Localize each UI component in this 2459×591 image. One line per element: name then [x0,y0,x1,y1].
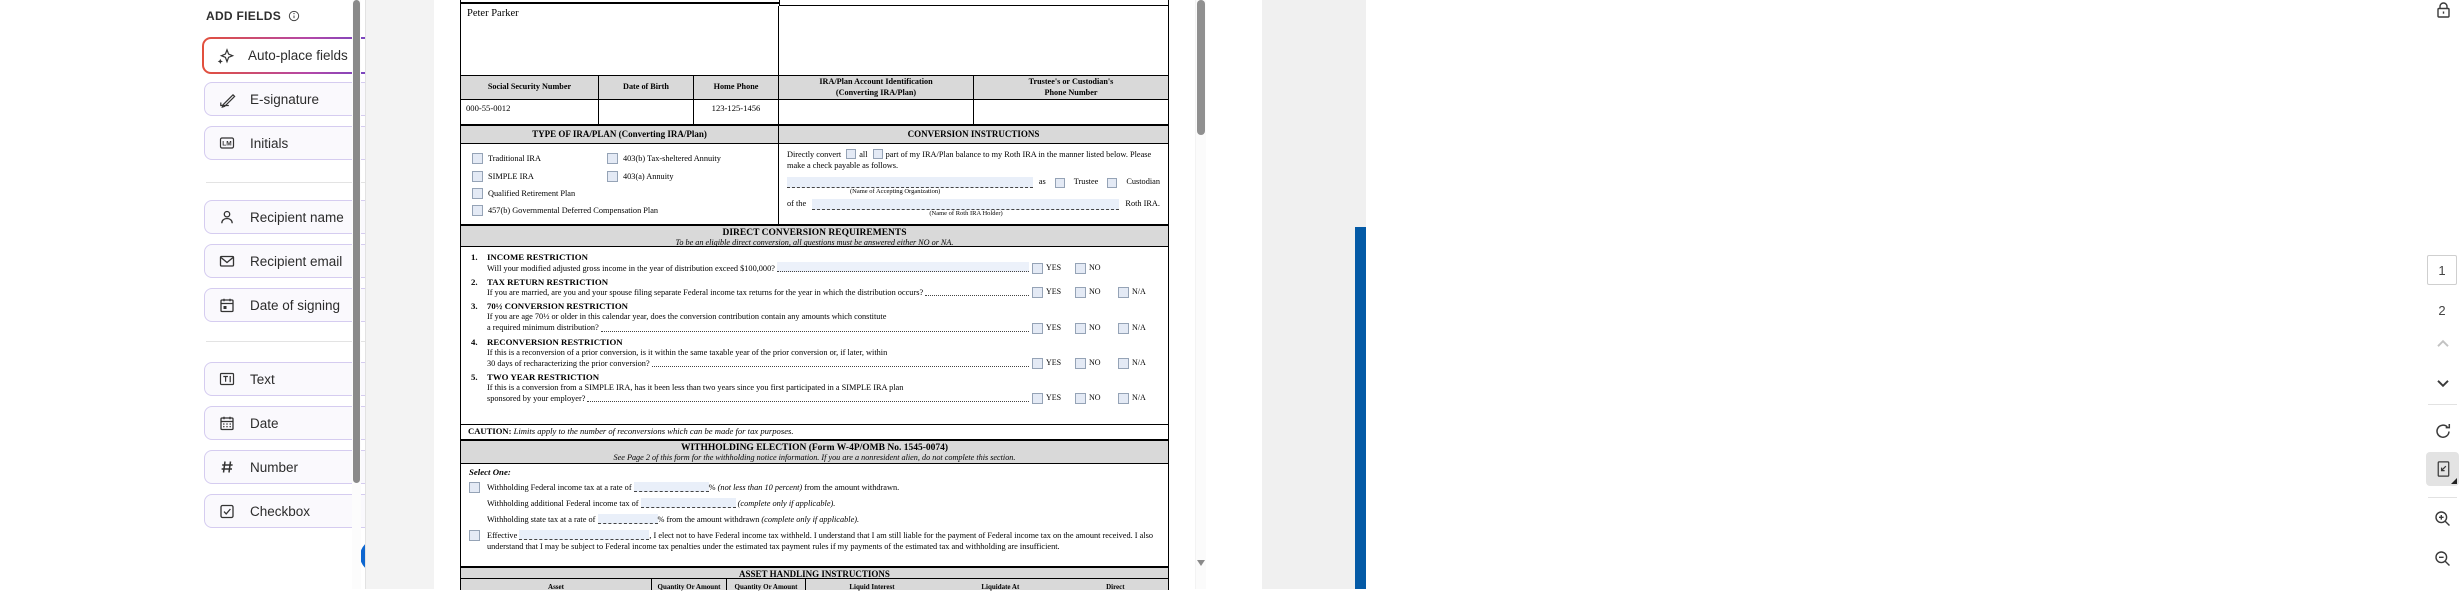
type-conversion-row: Traditional IRA SIMPLE IRA Qualified Retirement Plan 457(b) Governmental Deferred Compensation Plan 403(b) Tax-sheltered Annuity 403(a) Annuity Directly convert all part of my IRA/Plan balance to my Roth IRA in the manner listed below. Please make a check payable as follows. as Trustee Custodian (Name of Accepting Organization) of the Roth IRA. (Name of Roth IRA Holder) [460,144,1169,224]
ssn-value[interactable]: 000-55-0012 [461,100,599,124]
yes-checkbox[interactable] [1032,263,1043,274]
403b-annuity-checkbox[interactable] [607,153,618,164]
effective-date-field[interactable] [519,530,649,540]
date-field-label: Date [250,415,279,431]
conversion-intro: Directly convert all part of my IRA/Plan balance to my Roth IRA in the manner listed below. Please make a check payable as follows. [787,150,1152,170]
page-controls-toolbar [1206,0,2446,589]
calendar-grid-icon [218,414,236,432]
custodian-checkbox[interactable] [1107,178,1117,188]
sidebar-scrollbar-thumb[interactable] [353,0,360,483]
dob-value[interactable] [599,100,694,124]
sidebar-scrollbar[interactable] [352,0,361,589]
chevron-down-icon[interactable] [2433,373,2453,393]
pdf-page[interactable] [434,0,1195,589]
asset-handling-header: ASSET HANDLING INSTRUCTIONS [460,566,1169,579]
state-rate-field[interactable] [598,514,658,524]
federal-rate-field[interactable] [634,482,709,492]
na-checkbox[interactable] [1118,393,1129,404]
roth-holder-caption: (Name of Roth IRA Holder) [929,210,1003,217]
roth-holder-field[interactable] [812,199,1119,210]
divider [2428,497,2457,498]
scroll-down-arrow[interactable] [1197,560,1205,566]
page-thumbnail-1[interactable]: 1 [2427,255,2457,285]
na-checkbox[interactable] [1118,358,1129,369]
person-icon [218,208,236,226]
envelope-icon [218,252,236,270]
initials-label: Initials [250,135,289,151]
requirement-item: 3. 70½ CONVERSION RESTRICTION If you are age 70½ or older in this calendar year, does the conversion contribution contain any amounts which constitute a required minimum distribution? YES NO N/A [471,301,1146,333]
column-header: Social Security Number [487,82,572,92]
direct-conversion-header: DIRECT CONVERSION REQUIREMENTS To be an eligible direct conversion, all questions must be answered either NO or NA. [460,224,1169,247]
yes-checkbox[interactable] [1032,393,1043,404]
calendar-icon [218,296,236,314]
dropdown-corner-icon [2451,478,2457,484]
checkbox-icon [218,502,236,520]
zoom-in-icon[interactable] [2433,509,2453,529]
phone-value[interactable]: 123-125-1456 [694,100,779,124]
qualified-plan-checkbox[interactable] [472,188,483,199]
chevron-up-icon[interactable] [2433,334,2453,354]
hash-icon [218,458,236,476]
add-fields-panel [90,0,352,589]
yes-checkbox[interactable] [1032,358,1043,369]
panel-title: ADD FIELDS [206,9,281,23]
no-checkbox[interactable] [1075,358,1086,369]
e-signature-icon [218,90,236,108]
recipient-name-label: Recipient name [250,209,344,225]
initials-icon [218,134,236,152]
checkbox-field-label: Checkbox [250,503,311,519]
document-scrollbar-thumb[interactable] [1197,0,1205,135]
select-one-label: Select One: [469,467,511,477]
trustee-checkbox[interactable] [1055,178,1065,188]
requirement-item: 5. TWO YEAR RESTRICTION If this is a conversion from a SIMPLE IRA, has it been less than two years since you first participated in a SIMPLE IRA plan sponsored by your employer? YES NO N/A [471,371,1146,404]
requirement-item: 4. RECONVERSION RESTRICTION If this is a reconversion of a prior conversion, is it within the same taxable year of the prior conversion or, if later, within 30 days of recharacterizing the prior conversion? YES NO N/A [471,336,1146,368]
account-id-value[interactable] [779,100,974,124]
457b-plan-checkbox[interactable] [472,205,483,216]
accepting-org-caption: (Name of Accepting Organization) [850,187,941,195]
trustee-phone-value[interactable] [974,100,1168,124]
no-checkbox[interactable] [1075,393,1086,404]
svg-text:LM: LM [222,140,232,148]
panel-header [206,9,301,23]
403a-annuity-checkbox[interactable] [607,171,618,182]
page-thumbnail-2[interactable]: 2 [2438,303,2446,318]
na-checkbox[interactable] [1118,323,1129,334]
roth-holder-line: of the Roth IRA. [787,199,1160,209]
answer-field[interactable] [777,262,1029,272]
convert-part-checkbox[interactable] [873,149,883,159]
federal-withholding-checkbox[interactable] [469,482,480,493]
applicant-name: Peter Parker [467,8,519,19]
simple-ira-checkbox[interactable] [472,171,483,182]
fit-page-button[interactable] [2426,452,2459,486]
column-header: Asset [461,579,652,590]
requirement-item: 1. INCOME RESTRICTION Will your modified adjusted gross income in the year of distribution exceed $100,000? YES NO [471,252,1101,273]
lock-icon[interactable] [2433,0,2453,20]
info-header-row: Social Security Number Date of Birth Home Phone IRA/Plan Account Identification (Converting IRA/Plan) Trustee's or Custodian's Phone Number [460,75,1169,100]
info-icon[interactable] [287,9,301,23]
withholding-option-2: Withholding additional Federal income tax of (complete only if applicable). [487,499,836,509]
rotate-icon[interactable] [2433,421,2453,441]
text-field-label: Text [250,371,275,387]
yes-checkbox[interactable] [1032,287,1043,298]
withholding-option-1: Withholding Federal income tax at a rate of % (not less than 10 percent) from the amount withdrawn. [469,482,1160,494]
no-checkbox[interactable] [1075,263,1086,274]
column-header: Home Phone [713,82,759,92]
withholding-body [460,464,1169,566]
column-header: Quantity Or Amount [727,579,806,590]
na-checkbox[interactable] [1118,287,1129,298]
convert-all-checkbox[interactable] [846,149,856,159]
no-checkbox[interactable] [1075,287,1086,298]
empty-cell [779,6,1168,75]
document-canvas[interactable] [365,0,1196,589]
auto-place-label: Auto-place fields [248,48,348,63]
accepting-org-field[interactable] [787,177,1033,188]
side-panel-edge[interactable] [1355,227,1366,589]
auto-place-icon [216,47,234,65]
withholding-option-3: Withholding state tax at a rate of % from the amount withdrawn (complete only if applicable). [487,514,860,524]
info-values-row [460,100,1169,126]
section-header-row: TYPE OF IRA/PLAN (Converting IRA/Plan) CONVERSION INSTRUCTIONS [460,126,1169,144]
traditional-ira-checkbox[interactable] [472,153,483,164]
fit-page-icon [2433,459,2453,479]
number-field-label: Number [250,459,299,475]
date-of-signing-label: Date of signing [250,297,341,313]
caution-row: CAUTION: Limits apply to the number of reconversions which can be made for tax purposes. [460,424,1169,439]
accepting-org-line: as Trustee Custodian [787,177,1160,188]
document-scrollbar[interactable] [1196,0,1206,589]
requirements-list [460,247,1169,424]
no-checkbox[interactable] [1075,323,1086,334]
divider [2428,404,2457,405]
withholding-option-4: Effective , I elect not to have Federal income tax withheld. I understand that I am still liable for the payment of Federal income tax on the amount received. I also understand that I may be subject to Federal income tax penalties under the estimated tax payment rules if my payments of the estimated tax and withholding are insufficient. [469,530,1160,553]
right-panel-area [1262,0,1366,589]
asset-columns-row: Asset Quantity Or Amount Quantity Or Amount Liquid Interest Liquidate At Direct [460,579,1169,590]
recipient-email-label: Recipient email [250,253,343,269]
no-withholding-checkbox[interactable] [469,530,480,541]
yes-checkbox[interactable] [1032,323,1043,334]
column-header: Date of Birth [623,82,669,92]
e-signature-label: E-signature [250,91,320,107]
column-header: Quantity Or Amount [652,579,727,590]
name-row [460,6,1169,75]
zoom-out-icon[interactable] [2433,549,2453,569]
withholding-header: WITHHOLDING ELECTION (Form W-4P/OMB No. 1545-0074) See Page 2 of this form for the withholding notice information. If you are a nonresident alien, do not complete this section. [460,439,1169,464]
requirement-item: 2. TAX RETURN RESTRICTION If you are married, are you and your spouse filing separate Federal income tax returns for the year in which the distribution occurs? YES NO N/A [471,277,1146,297]
text-icon [218,370,236,388]
additional-federal-field[interactable] [641,498,736,508]
